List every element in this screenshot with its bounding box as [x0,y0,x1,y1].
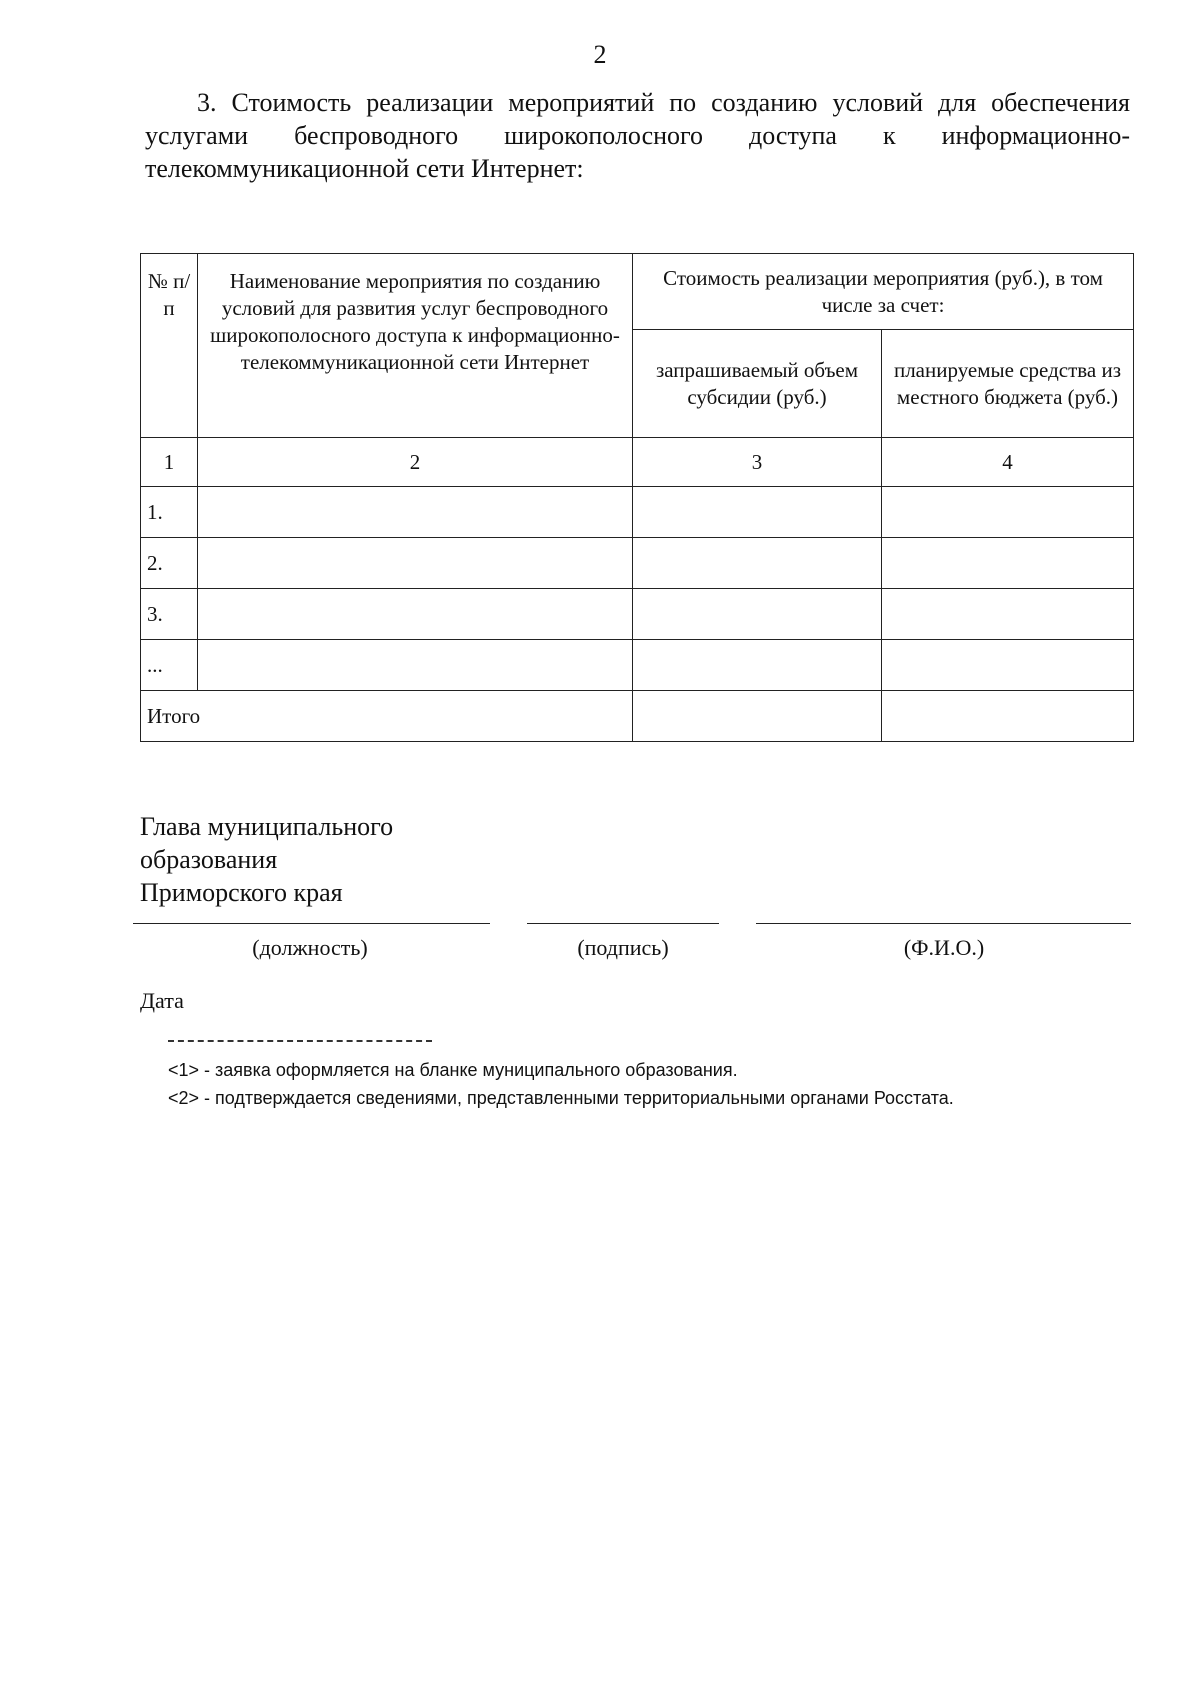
cell-empty [633,640,882,691]
cell-empty [633,589,882,640]
total-row [141,691,1134,742]
col-number: 2 [198,438,633,487]
cell-empty [882,640,1134,691]
cell-empty [882,589,1134,640]
footnote: <1> - заявка оформляется на бланке муниципального образования. [168,1060,738,1080]
column-number-row [141,438,1134,487]
position-line [133,923,490,924]
page-number: 2 [593,40,607,69]
cell-empty [198,538,633,589]
cell-empty [633,691,882,742]
cell-empty [198,589,633,640]
position-caption: (должность) [252,935,368,960]
total-label: Итого [141,691,633,742]
cell-empty [198,487,633,538]
date-label: Дата [140,988,184,1013]
header-local: планируемые средства из местного бюджета (руб.) [882,330,1134,438]
row-number: 1. [141,487,198,538]
name-line [756,923,1131,924]
header-name: Наименование мероприятия по созданию условий для развития услуг беспроводного широкополосного доступа к информационно-телекоммуникационной сети Интернет [198,254,633,438]
cell-empty [882,487,1134,538]
signature-line [527,923,719,924]
signatory-title [140,810,393,909]
footnote-separator [168,1040,432,1042]
row-number: ... [141,640,198,691]
cell-empty [633,487,882,538]
signatory-title-line: Приморского края [140,878,343,907]
header-subsidy: запрашиваемый объем субсидии (руб.) [633,330,882,438]
header-cost: Стоимость реализации мероприятия (руб.), в том числе за счет: [633,254,1134,330]
footnote: <2> - подтверждается сведениями, представленными территориальными органами Росстата. [168,1088,954,1108]
table-row [141,640,1134,691]
signatory-title-line: Глава муниципального [140,812,394,841]
table-row [141,487,1134,538]
header-num: № п/п [141,254,198,438]
row-number: 2. [141,538,198,589]
signatory-title-line: образования [140,845,278,874]
cell-empty [882,538,1134,589]
signature-caption: (подпись) [577,935,669,960]
row-number: 3. [141,589,198,640]
cell-empty [882,691,1134,742]
col-number: 3 [633,438,882,487]
table-row [141,538,1134,589]
table-row [141,589,1134,640]
header-row-1 [141,254,1134,330]
section-intro: 3. Стоимость реализации мероприятий по созданию условий для обеспечения услугами беспроводного широкополосного доступа к информационно-телекоммуникационной сети Интернет: [145,88,1130,183]
cell-empty [198,640,633,691]
col-number: 4 [882,438,1134,487]
cost-table [140,253,1134,742]
name-caption: (Ф.И.О.) [903,935,985,960]
col-number: 1 [141,438,198,487]
cell-empty [633,538,882,589]
